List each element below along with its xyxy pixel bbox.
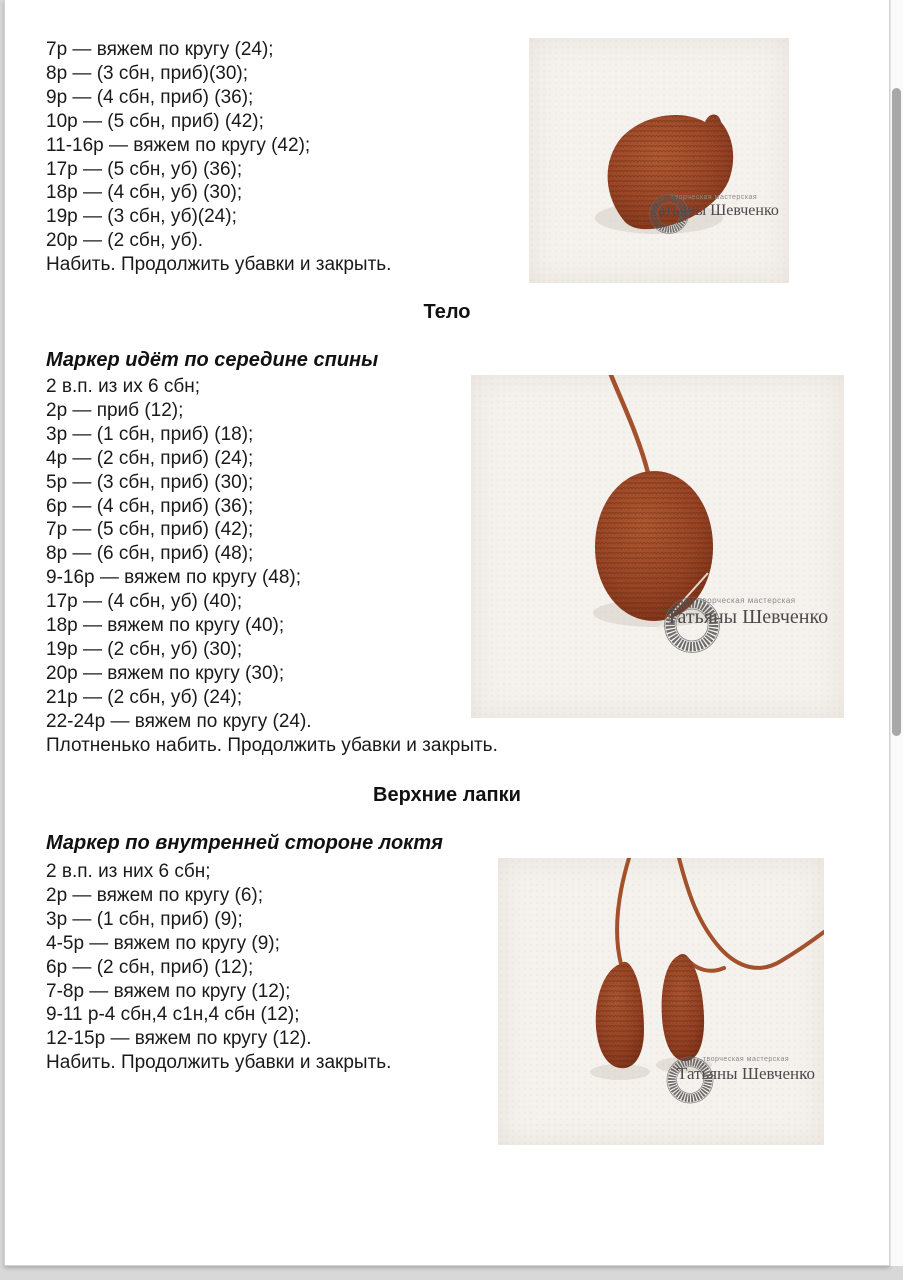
- pattern-line: 4-5р — вяжем по кругу (9);: [46, 932, 280, 954]
- pattern-line: 19р — (2 сбн, уб) (30);: [46, 638, 243, 660]
- watermark: [664, 1054, 828, 1084]
- section-heading-body: Тело: [423, 301, 471, 323]
- pattern-line: 9-16р — вяжем по кругу (48);: [46, 567, 302, 589]
- marker-note-body: Маркер идёт по середине спины: [46, 349, 379, 371]
- document-page: [4, 0, 890, 1266]
- pattern-line: 18р — (4 сбн, уб) (30);: [46, 182, 243, 204]
- photo-body-piece: [471, 375, 844, 718]
- pattern-line: 3р — (1 сбн, приб) (18);: [46, 423, 254, 445]
- watermark-name-label: Татьяны Шевченко: [676, 1064, 815, 1083]
- pattern-line: 9-11 р-4 сбн,4 с1н,4 сбн (12);: [46, 1004, 300, 1026]
- pattern-block-head-rows: [46, 38, 391, 277]
- pattern-line: 6р — (4 сбн, приб) (36);: [46, 495, 254, 517]
- pattern-line: 7р — (5 сбн, приб) (42);: [46, 519, 254, 541]
- scrollbar-thumb[interactable]: [892, 88, 901, 736]
- pattern-line: 5р — (3 сбн, приб) (30);: [46, 471, 254, 493]
- pattern-line: Набить. Продолжить убавки и закрыть.: [46, 254, 392, 276]
- watermark-name-label: Татьяны Шевченко: [665, 606, 829, 628]
- pattern-line: 2 в.п. из их 6 сбн;: [46, 376, 201, 397]
- pattern-line: 9р — (4 сбн, приб) (36);: [46, 86, 254, 108]
- pattern-line: 10р — (5 сбн, приб) (42);: [46, 110, 264, 132]
- pattern-line: 20р — (2 сбн, уб).: [46, 230, 204, 252]
- watermark-studio-label: творческая мастерская: [698, 596, 796, 605]
- pattern-line: 8р — (6 сбн, приб) (48);: [46, 543, 254, 565]
- pattern-line: 4р — (2 сбн, приб) (24);: [46, 447, 254, 469]
- pattern-line: 3р — (1 сбн, приб) (9);: [46, 908, 243, 930]
- crochet-head-piece-image: [529, 38, 789, 283]
- scrollbar-track[interactable]: [890, 0, 903, 1266]
- pattern-line: 7р — вяжем по кругу (24);: [46, 39, 274, 60]
- pattern-line: 20р — вяжем по кругу (30);: [46, 662, 285, 684]
- crochet-body-piece-image: [471, 375, 844, 718]
- pattern-line: 11-16р — вяжем по кругу (42);: [46, 134, 311, 156]
- watermark-name-label: Татьяны Шевченко: [649, 202, 779, 219]
- pattern-line: 2 в.п. из них 6 сбн;: [46, 861, 211, 882]
- pattern-line: Плотненько набить. Продолжить убавки и закрыть.: [46, 734, 498, 756]
- watermark-studio-label: творческая мастерская: [670, 194, 758, 201]
- photo-upper-paws: [498, 858, 824, 1145]
- marker-note-upper-paws: Маркер по внутренней стороне локтя: [46, 832, 443, 854]
- pattern-block-paw-rows: [46, 860, 391, 1075]
- pattern-line: 8р — (3 сбн, приб)(30);: [46, 62, 249, 84]
- pattern-line: 22-24р — вяжем по кругу (24).: [46, 710, 312, 732]
- pattern-line: 6р — (2 сбн, приб) (12);: [46, 956, 254, 978]
- pattern-block-body-rows: [46, 375, 498, 758]
- pattern-line: 19р — (3 сбн, уб)(24);: [46, 206, 237, 228]
- pattern-line: 2р — вяжем по кругу (6);: [46, 884, 263, 906]
- section-heading-upper-paws: Верхние лапки: [373, 784, 521, 806]
- pattern-line: 2р — приб (12);: [46, 399, 184, 421]
- watermark: [647, 192, 781, 220]
- pattern-line: 21р — (2 сбн, уб) (24);: [46, 686, 243, 708]
- pattern-line: 18р — вяжем по кругу (40);: [46, 615, 285, 637]
- pattern-line: 17р — (4 сбн, уб) (40);: [46, 591, 243, 613]
- pattern-line: 17р — (5 сбн, уб) (36);: [46, 158, 243, 180]
- watermark: [661, 594, 833, 629]
- crochet-paws-image: [498, 858, 824, 1145]
- pattern-line: 12-15р — вяжем по кругу (12).: [46, 1028, 312, 1050]
- pattern-line: 7-8р — вяжем по кругу (12);: [46, 980, 291, 1002]
- photo-head-piece: [529, 38, 789, 283]
- pattern-line: Набить. Продолжить убавки и закрыть.: [46, 1052, 392, 1074]
- watermark-studio-label: творческая мастерская: [702, 1056, 790, 1063]
